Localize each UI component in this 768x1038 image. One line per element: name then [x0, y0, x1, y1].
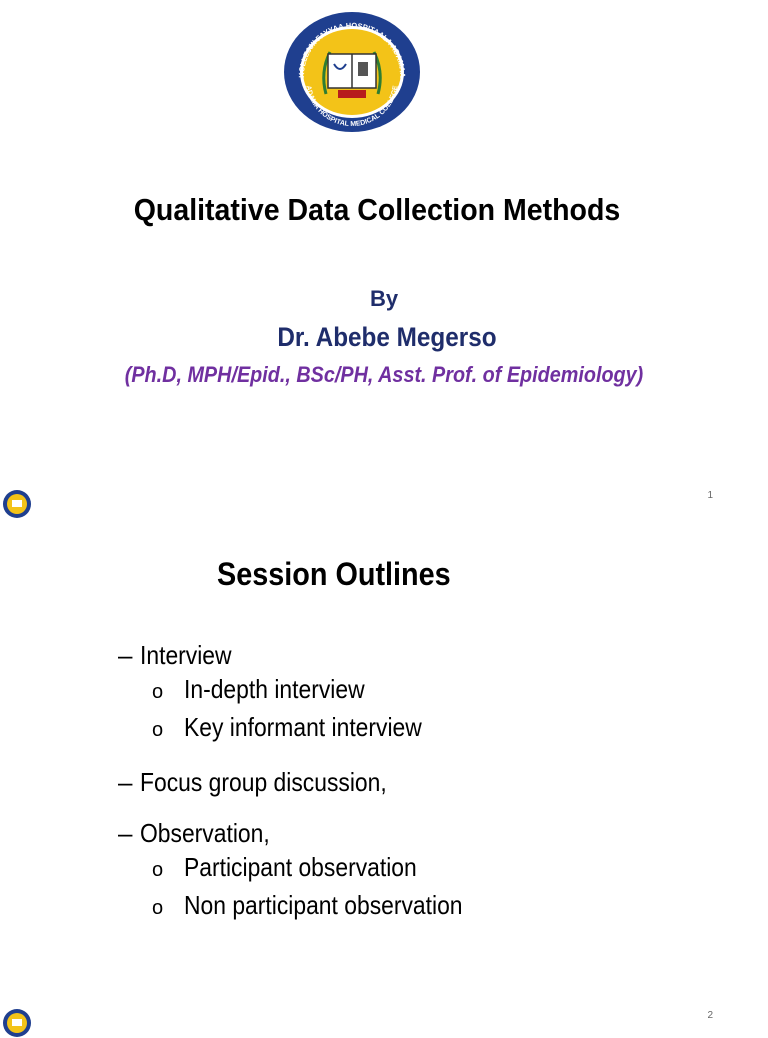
presentation-title: Qualitative Data Collection Methods — [133, 192, 621, 227]
college-logo-small — [2, 1008, 32, 1038]
author-name: Dr. Abebe Megerso — [277, 322, 497, 352]
section-title: Session Outlines — [217, 556, 451, 592]
sub-list — [118, 850, 501, 926]
list-item: – Interview o In-depth interview o Key informant interview — [118, 638, 501, 748]
bullet-icon: o — [152, 719, 164, 741]
college-logo — [282, 10, 422, 134]
outline-list — [118, 638, 501, 943]
sub-list-item: o In-depth interview — [152, 672, 501, 710]
bullet-icon: o — [152, 897, 164, 919]
bullet-icon: o — [152, 859, 164, 881]
page-number: 2 — [707, 1010, 713, 1021]
list-item-label: Observation, — [140, 818, 270, 848]
by-label: By — [369, 286, 399, 311]
sub-list-item: o Non participant observation — [152, 888, 501, 926]
bullet-icon: o — [152, 681, 164, 703]
list-item-label: Interview — [140, 640, 232, 670]
svg-text:KOLLEJJII FAYYAA HOSPITAALA AD: KOLLEJJII FAYYAA HOSPITAALA ADAMAA — [296, 20, 408, 78]
college-logo-small — [2, 489, 32, 519]
svg-text:ADAMA HOSPITAL MEDICAL COLLEGE: ADAMA HOSPITAL MEDICAL COLLEGE — [304, 85, 400, 129]
sub-list-item: o Participant observation — [152, 850, 501, 888]
author-credentials: (Ph.D, MPH/Epid., BSc/PH, Asst. Prof. of Epidemiology) — [124, 362, 644, 387]
list-item-label: Focus group discussion, — [140, 767, 387, 797]
list-item: – Observation, o Participant observation o Non participant observation — [118, 816, 501, 926]
slide-2 — [0, 520, 768, 1024]
sub-list — [118, 672, 501, 748]
list-item: – Focus group discussion, — [118, 767, 387, 797]
page-number: 1 — [707, 490, 713, 501]
sub-list-item: o Key informant interview — [152, 710, 501, 748]
